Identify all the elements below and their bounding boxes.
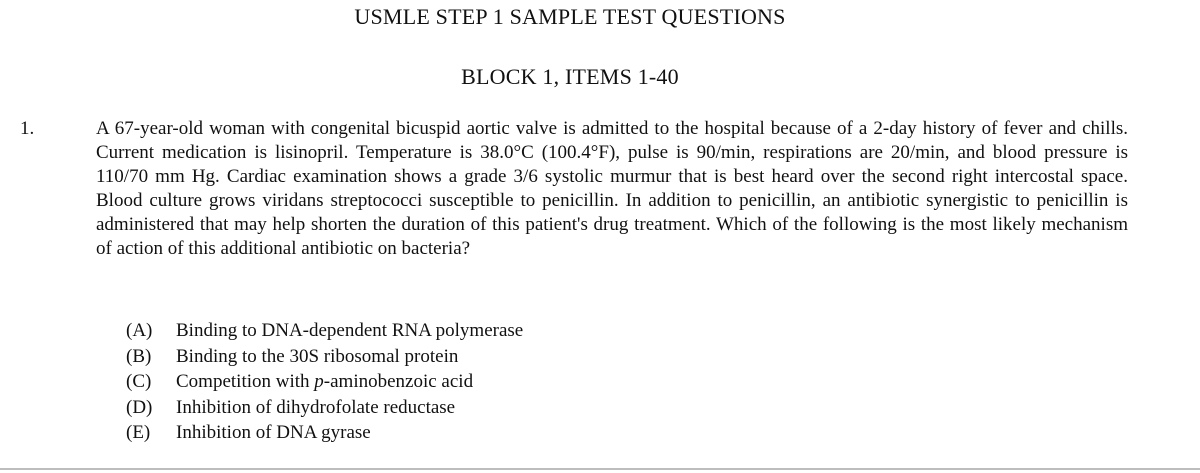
option-text: Binding to the 30S ribosomal protein [176,345,459,367]
option-letter: (C) [126,371,152,392]
option-text-end: -aminobenzoic acid [323,371,474,392]
option-text [176,369,473,395]
option-text: Binding to DNA-dependent RNA polymerase [176,320,524,341]
option-letter: (E) [126,422,151,443]
option-text: Inhibition of DNA gyrase [176,422,371,443]
question-number: 1. [20,118,35,139]
option-letter: (A) [126,320,153,341]
answer-option-a[interactable] [126,318,523,344]
answer-option-c[interactable] [126,369,523,395]
answer-option-d[interactable] [126,395,523,421]
question-stem: A 67-year-old woman with congenital bicuspid aortic valve is admitted to the hospital because of a 2-day history of fever and chills. Current medication is lisinopril. Temperature is 38.0°C (100.4°F), pulse is 90/min, respirations are 20/min, and blood pressure is 110/70 mm Hg. Cardiac examination shows a grade 3/6 systolic murmur that is best heard over the second right intercostal space. Blood culture grows viridans streptococci susceptible to penicillin. In addition to penicillin, an antibiotic synergistic to penicillin is administered that may help shorten the duration of this patient's drug treatment. Which of the following is the most likely mechanism of action of this additional antibiotic on bacteria? [96,118,1128,259]
answer-option-b[interactable] [126,344,523,370]
answer-options [126,318,523,446]
block-subtitle: BLOCK 1, ITEMS 1-40 [461,64,679,89]
option-text: Inhibition of dihydrofolate reductase [176,396,456,418]
document-title: USMLE STEP 1 SAMPLE TEST QUESTIONS [354,4,786,29]
option-text-italic: p [314,371,324,392]
bottom-divider [0,468,1200,470]
option-letter: (D) [126,396,153,418]
option-letter: (B) [126,345,152,367]
answer-option-e[interactable] [126,420,523,446]
option-text-start: Competition with [176,371,315,392]
